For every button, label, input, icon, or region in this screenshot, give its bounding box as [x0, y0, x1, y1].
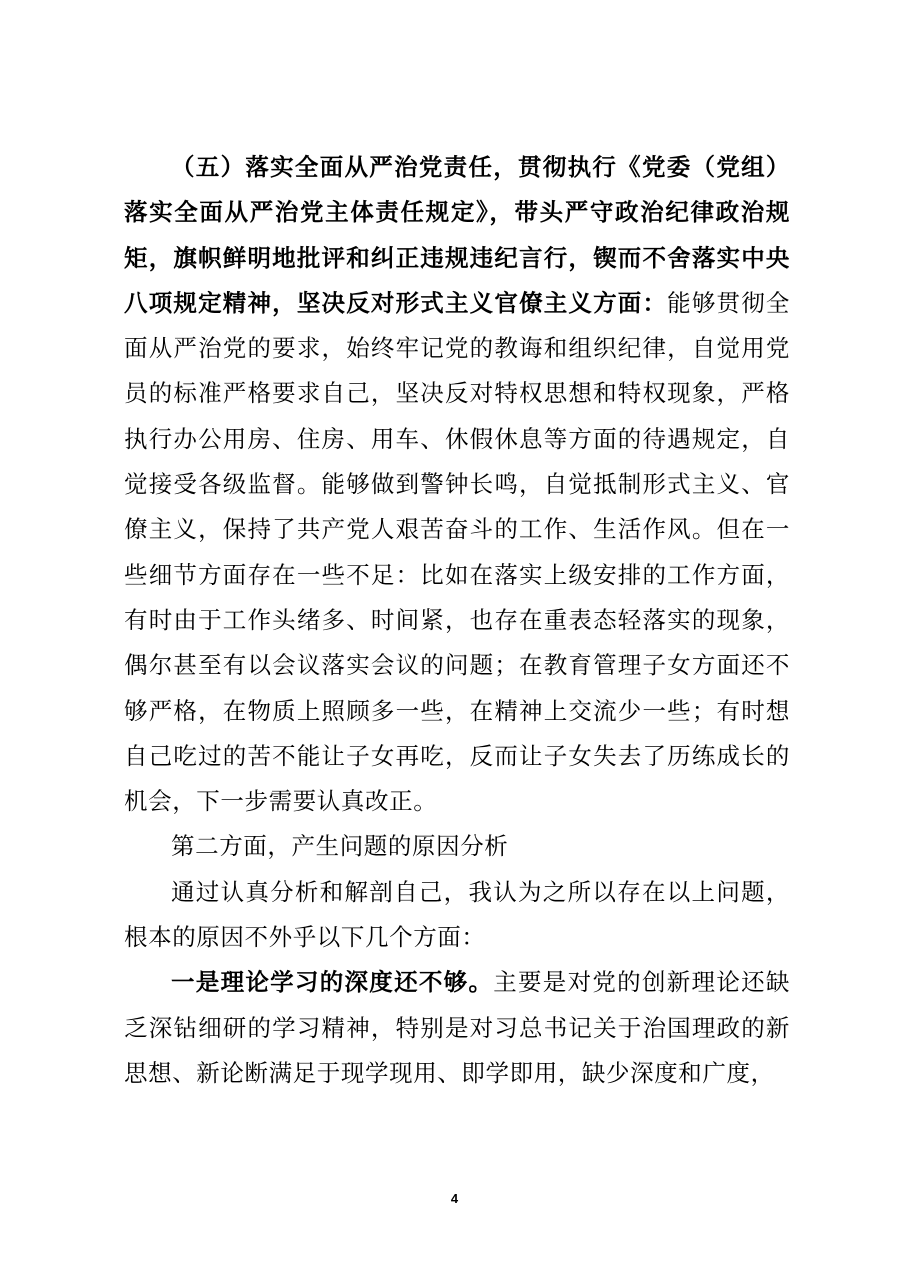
- paragraph-body-text: 通过认真分析和解剖自己，我认为之所以存在以上问题，根本的原因不外乎以下几个方面：: [124, 877, 790, 952]
- paragraph-section-five: [124, 145, 790, 824]
- document-body: [124, 145, 790, 1096]
- paragraph-body-text: 第二方面，产生问题的原因分析: [171, 832, 509, 861]
- paragraph-bold-heading: （五）落实全面从严治党责任，贯彻执行《党委（党组）落实全面从严治党主体责任规定》，带头严守政治纪律政治规矩，旗帜鲜明地批评和纠正违规违纪言行，锲而不舍落实中央八项规定精神，坚决反对形式主义官僚主义方面：: [124, 153, 790, 317]
- paragraph-body-text: 主要是对党的创新理论还缺乏深钻细研的学习精神，特别是对习总书记关于治国理政的新思想、新论断满足于现学现用、即学即用，缺少深度和广度，: [124, 968, 790, 1087]
- paragraph-part-two-heading: [124, 824, 790, 869]
- paragraph-cause-intro: [124, 870, 790, 961]
- paragraph-body-text: 能够贯彻全面从严治党的要求，始终牢记党的教诲和组织纪律，自觉用党员的标准严格要求自己，坚决反对特权思想和特权现象，严格执行办公用房、住房、用车、休假休息等方面的待遇规定，自觉接受各级监督。能够做到警钟长鸣，自觉抵制形式主义、官僚主义，保持了共产党人艰苦奋斗的工作、生活作风。但在一些细节方面存在一些不足：比如在落实上级安排的工作方面，有时由于工作头绪多、时间紧，也存在重表态轻落实的现象，偶尔甚至有以会议落实会议的问题；在教育管理子女方面还不够严格，在物质上照顾多一些，在精神上交流少一些；有时想自己吃过的苦不能让子女再吃，反而让子女失去了历练成长的机会，下一步需要认真改正。: [124, 288, 791, 816]
- paragraph-cause-one: [124, 960, 790, 1096]
- paragraph-bold-heading: 一是理论学习的深度还不够。: [171, 968, 494, 997]
- page-number: 4: [450, 1191, 459, 1206]
